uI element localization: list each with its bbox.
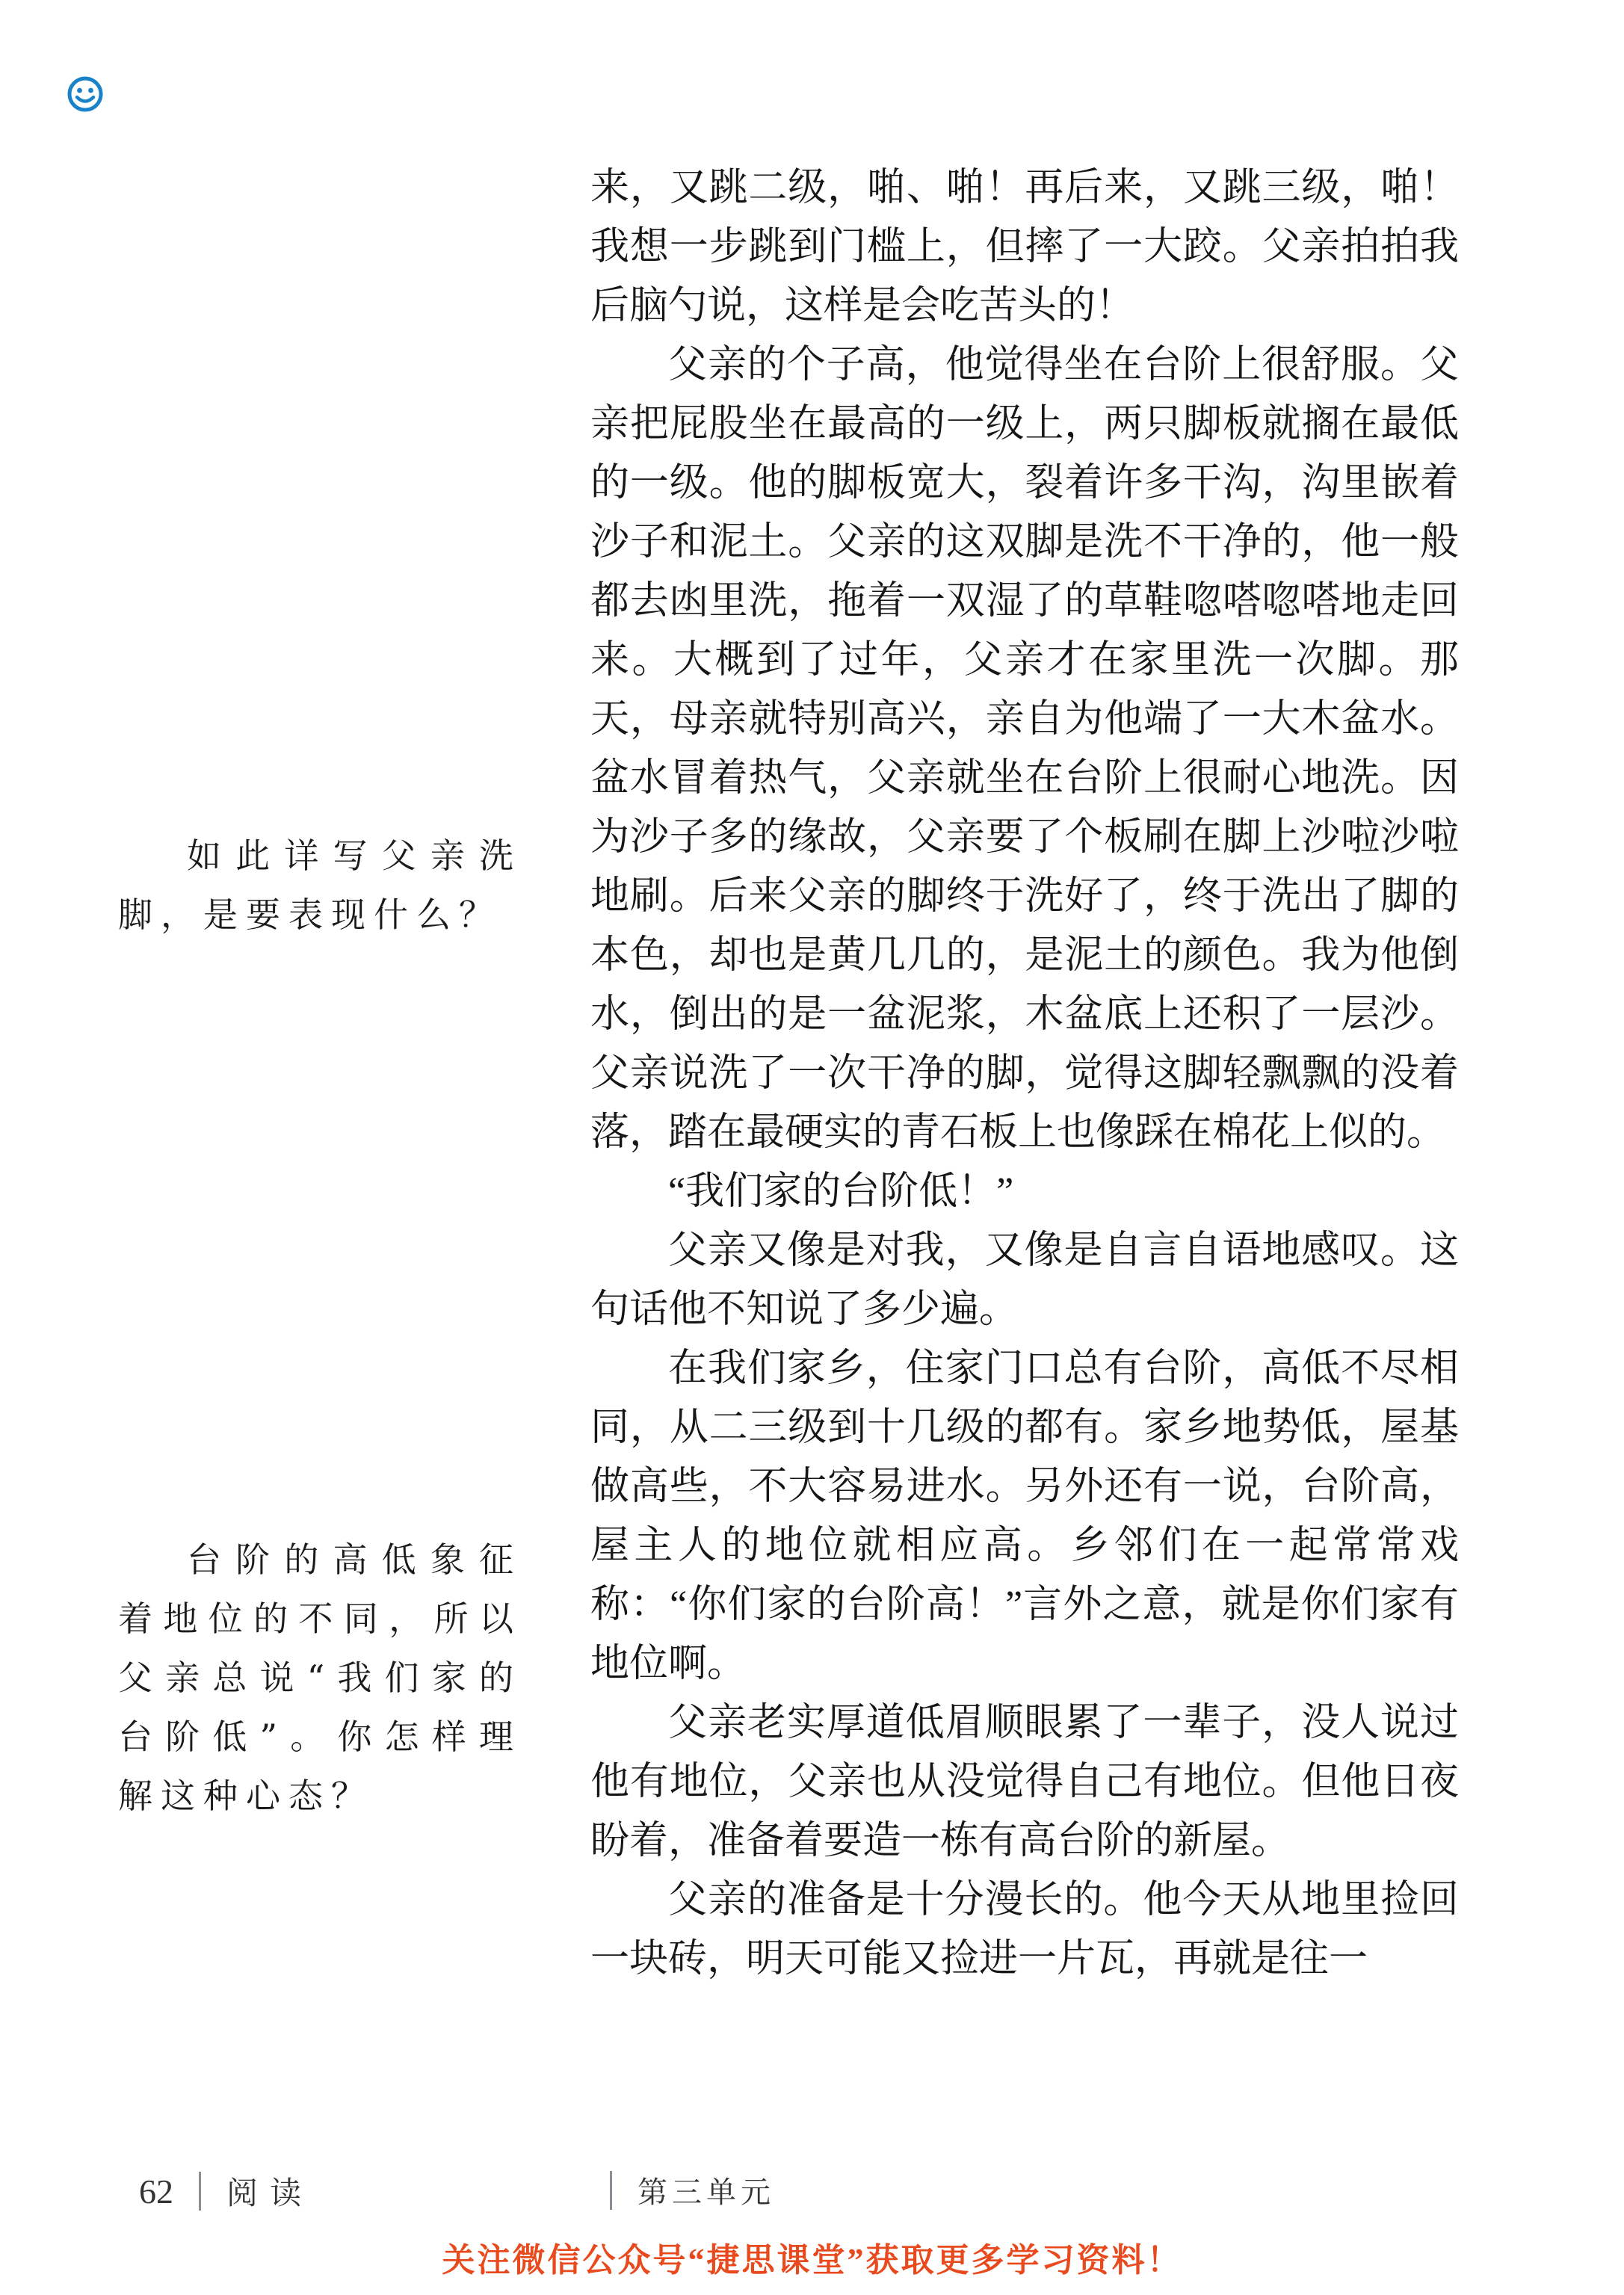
paragraph: 父亲的个子高，他觉得坐在台阶上很舒服。父亲把屁股坐在最高的一级上，两只脚板就搁在最低的一级。他的脚板宽大，裂着许多干沟，沟里嵌着沙子和泥土。父亲的这双脚是洗不干净的，他一般都去凼里洗，拖着一双湿了的草鞋唿嗒唿嗒地走回来。大概到了过年，父亲才在家里洗一次脚。那天，母亲就特别高兴，亲自为他端了一大木盆水。盆水冒着热气，父亲就坐在台阶上很耐心地洗。因为沙子多的缘故，父亲要了个板刷在脚上沙啦沙啦地刷。后来父亲的脚终于洗好了，终于洗出了脚的本色，却也是黄几几的，是泥土的颜色。我为他倒水，倒出的是一盆泥浆，木盆底上还积了一层沙。父亲说洗了一次干净的脚，觉得这脚轻飘飘的没着落，踏在最硬实的青石板上也像踩在棉花上似的。 <box>590 344 1459 1154</box>
paragraph: 父亲的准备是十分漫长的。他今天从地里捡回一块砖，明天可能又捡进一片瓦，再就是往一 <box>590 1879 1459 1980</box>
body-text <box>590 158 1459 1989</box>
page-number: 62 <box>139 2172 173 2211</box>
paragraph: “我们家的台阶低！” <box>668 1170 1014 1213</box>
margin-note-text: 台阶的高低象征着地位的不同，所以父亲总说“我们家的台阶低”。你怎样理解这种心态？ <box>118 1539 522 1816</box>
smiley-icon <box>66 75 105 114</box>
paragraph: 来，又跳二级，啪、啪！再后来，又跳三级，啪！我想一步跳到门槛上，但摔了一大跤。父亲拍拍我后脑勺说，这样是会吃苦头的！ <box>590 167 1459 327</box>
margin-note-steps-status <box>118 1530 522 1826</box>
margin-note-text: 如此详写父亲洗脚，是要表现什么？ <box>118 835 522 935</box>
footer-divider <box>610 2171 612 2210</box>
paragraph: 在我们家乡，住家门口总有台阶，高低不尽相同，从二三级到十几级的都有。家乡地势低，屋基做高些，不大容易进水。另外还有一说，台阶高，屋主人的地位就相应高。乡邻们在一起常常戏称：“你们家的台阶高！”言外之意，就是你们家有地位啊。 <box>590 1347 1459 1685</box>
paragraph: 父亲又像是对我，又像是自言自语地感叹。这句话他不知说了多少遍。 <box>590 1229 1459 1331</box>
footer-center <box>610 2169 775 2211</box>
footer-notice: 关注微信公众号“捷思课堂”获取更多学习资料！ <box>442 2242 1182 2279</box>
smiley-icon-svg <box>66 75 105 114</box>
footer-divider <box>199 2172 201 2211</box>
unit-label: 第三单元 <box>637 2175 775 2209</box>
margin-note-foot-washing <box>118 827 522 945</box>
paragraph: 父亲老实厚道低眉顺眼累了一辈子，没人说过他有地位，父亲也从没觉得自己有地位。但他日夜盼着，准备着要造一栋有高台阶的新屋。 <box>590 1702 1459 1862</box>
section-label: 阅读 <box>226 2177 314 2211</box>
footer-left <box>139 2169 313 2214</box>
